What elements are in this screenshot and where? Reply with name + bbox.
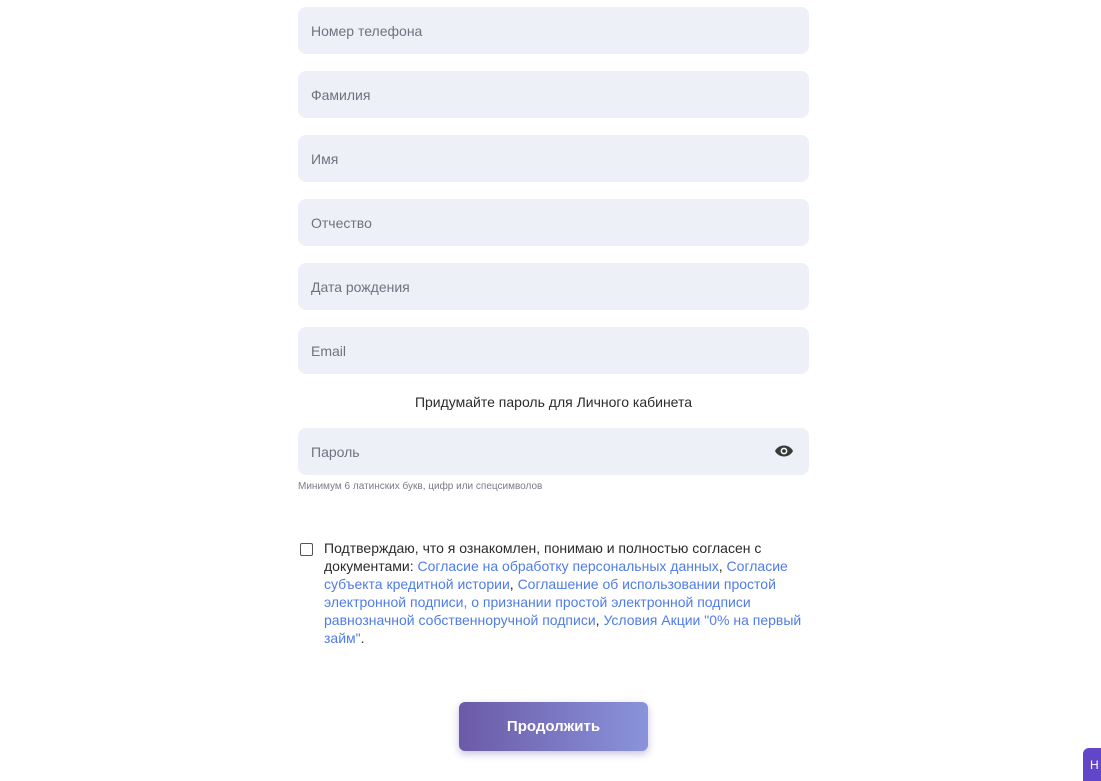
link-promo-conditions[interactable]: Условия Акции "0% на первый займ" xyxy=(324,612,802,646)
consent-checkbox[interactable] xyxy=(300,543,313,556)
birth-date-field[interactable] xyxy=(298,263,809,310)
birth-date-input[interactable] xyxy=(298,263,809,310)
consent-text xyxy=(324,539,809,647)
help-tab[interactable]: Н xyxy=(1083,748,1101,781)
email-field[interactable] xyxy=(298,327,809,374)
last-name-field[interactable] xyxy=(298,71,809,118)
link-personal-data-consent[interactable]: Согласие на обработку персональных данных xyxy=(417,558,719,574)
link-electronic-signature-agreement[interactable]: Соглашение об использовании простой электронной подписи, о признании простой электронной подписи равнозначной собственноручной подписи xyxy=(324,576,776,628)
phone-field[interactable] xyxy=(298,7,809,54)
password-input[interactable] xyxy=(298,428,809,475)
middle-name-input[interactable] xyxy=(298,199,809,246)
consent-text-suffix: . xyxy=(360,630,365,646)
phone-input[interactable] xyxy=(298,7,809,54)
link-credit-history-consent[interactable]: Согласие субъекта кредитной истории xyxy=(324,558,788,592)
eye-icon[interactable] xyxy=(774,443,794,459)
password-field[interactable] xyxy=(298,428,809,475)
last-name-input[interactable] xyxy=(298,71,809,118)
middle-name-field[interactable] xyxy=(298,199,809,246)
email-input[interactable] xyxy=(298,327,809,374)
consent-separator: , xyxy=(509,576,518,592)
consent-separator: , xyxy=(595,612,604,628)
first-name-input[interactable] xyxy=(298,135,809,182)
consent-text-prefix: Подтверждаю, что я ознакомлен, понимаю и полностью согласен с документами: xyxy=(324,540,762,574)
password-hint: Минимум 6 латинских букв, цифр или спецсимволов xyxy=(298,481,543,492)
continue-button[interactable]: Продолжить xyxy=(459,702,648,751)
password-section-title: Придумайте пароль для Личного кабинета xyxy=(414,394,693,410)
first-name-field[interactable] xyxy=(298,135,809,182)
consent-separator: , xyxy=(718,558,727,574)
